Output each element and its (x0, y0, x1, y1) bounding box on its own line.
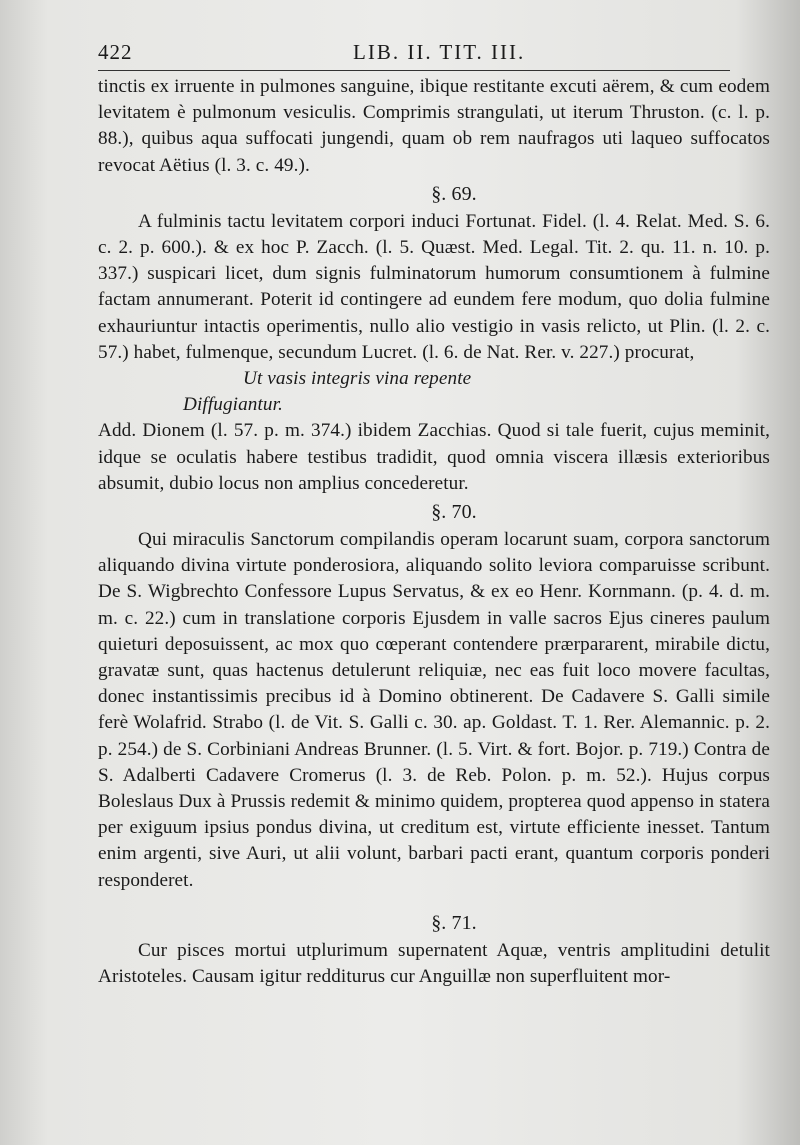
page-body (98, 74, 770, 990)
page-header (98, 34, 770, 74)
section-heading-69: §. 69. (431, 182, 477, 205)
section-heading-70: §. 70. (431, 501, 477, 524)
running-head: LIB. II. TIT. III. (353, 40, 526, 64)
header-rule (98, 70, 730, 71)
paragraph-69: A fulminis tactu levitatem corpori induci Fortunat. Fidel. (l. 4. Relat. Med. S. 6. c. 2. p. 600.). & ex hoc P. Zacch. (l. 5. Quæst. Med. Legal. Tit. 2. qu. 11. n. 10. p. 337.) suspicari licet, dum signis fulminatorum humorum consumtionem à fulmine factam annumerant. Poterit id contingere ad eundem fere modum, quo dolia fulmine exhauriuntur intactis operimentis, nullo alio vestigio in vasis relicto, ut Plin. (l. 2. c. 57.) habet, fulmenque, secundum Lucret. (l. 6. de Nat. Rer. v. 227.) procurat, (98, 210, 770, 363)
paragraph-continued: tinctis ex irruente in pulmones sanguine, ibique restitante excuti aërem, & cum eodem levitatem è pulmonum vesiculis. Comprimis strangulati, ut iterum Thruston. (c. l. p. 88.), quibus aqua suffocati jungendi, quam ob rem naufragos uti laqueo suffocatos revocat Aëtius (l. 3. c. 49.). (98, 76, 770, 176)
paragraph-69-addendum: Add. Dionem (l. 57. p. m. 374.) ibidem Zacchias. Quod si tale fuerit, cujus meminit, idque se oculatis habere testibus tradidit, quod omnia viscera illæsis exterioribus absumit, dubio locus non amplius concederetur. (98, 420, 770, 494)
page-number: 422 (98, 40, 133, 64)
verse-quote-line-2: Diffugiantur. (183, 394, 283, 416)
paragraph-70: Qui miraculis Sanctorum compilandis operam locarunt suam, corpora sanctorum aliquando divina virtute ponderosiora, aliquando solito leviora comparuisse scribunt. De S. Wigbrechto Confessore Lupus Servatus, & ex eo Henr. Kornmann. (p. 4. d. m. m. c. 22.) cum in translatione corporis Ejusdem in valle sacros Ejus cineres paulum quieturi deposuissent, ac mox quo cœperant contendere prærpararent, mirabile dictu, gravatæ sunt, quas hactenus detulerunt reliquiæ, nec eas fuit loco movere facultas, donec instantissimis precibus id à Domino obtinerent. De Cadavere S. Galli simile ferè Wolafrid. Strabo (l. de Vit. S. Galli c. 30. ap. Goldast. T. 1. Rer. Alemannic. p. 2. p. 254.) de S. Corbiniani Andreas Brunner. (l. 5. Virt. & fort. Bojor. p. 719.) Contra de S. Adalberti Cadavere Cromerus (l. 3. de Reb. Polon. p. m. 52.). Hujus corpus Boleslaus Dux à Prussis redemit & minimo quidem, propterea quod appenso in statera per exiguum ipsius pondus divina, ut creditum est, virtute efficiente inesset. Tantum enim argenti, sive Auri, ut alii volunt, barbari pacti erant, quantum corporis ponderi responderet. (98, 529, 770, 891)
paragraph-71: Cur pisces mortui utplurimum supernatent Aquæ, ventris amplitudini detulit Aristoteles. Causam igitur redditurus cur Anguillæ non superfluitent mor- (98, 939, 770, 988)
section-heading-71: §. 71. (431, 911, 477, 934)
verse-quote-line-1: Ut vasis integris vina repente (243, 368, 472, 390)
